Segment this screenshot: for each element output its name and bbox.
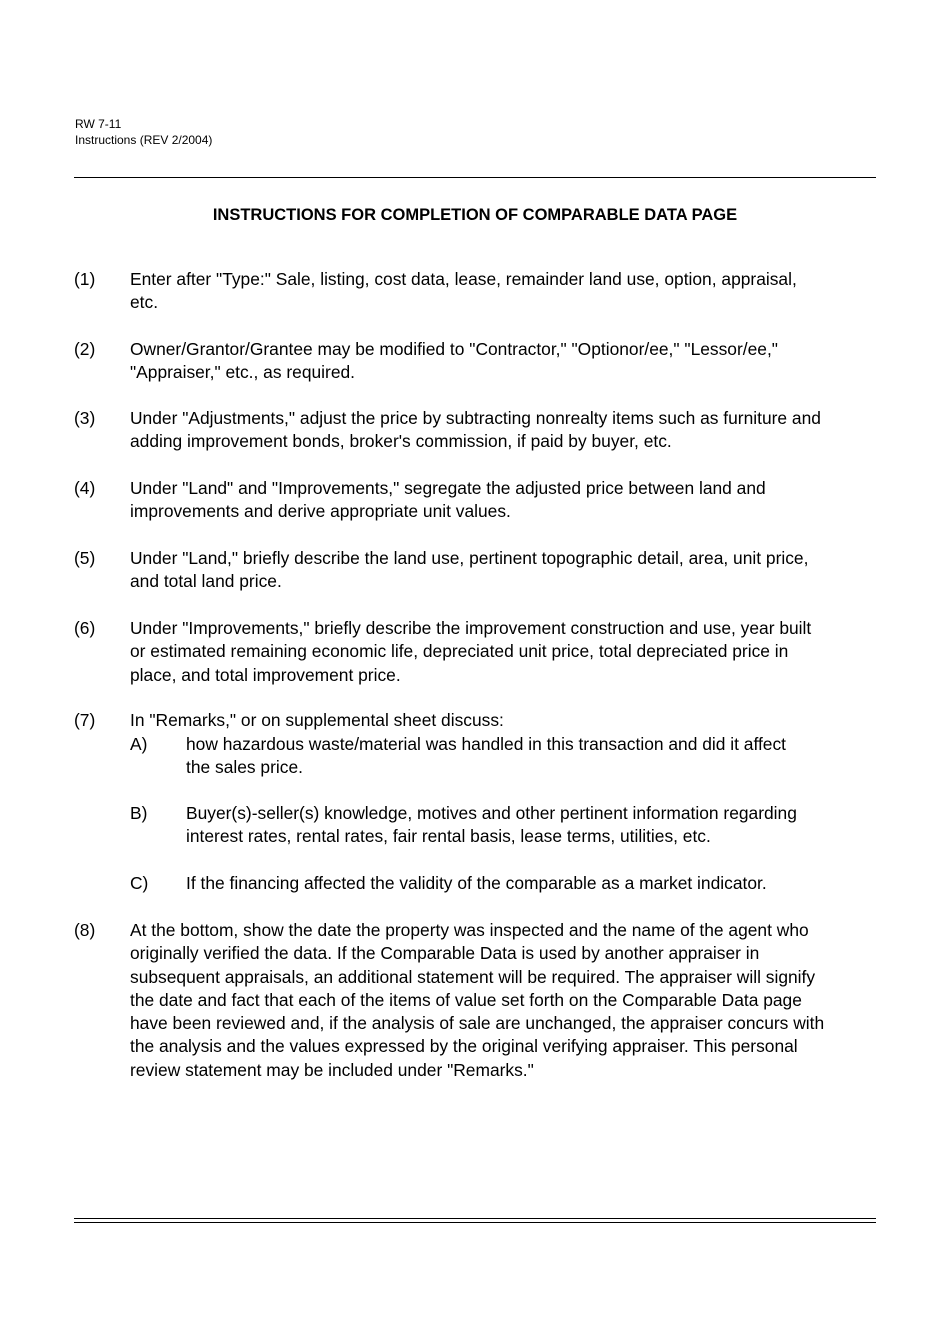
item-number: (7): [74, 710, 96, 730]
item-text: Under "Land" and "Improvements," segregate the adjusted price between land and improvements and derive appropriate unit values.: [130, 478, 766, 522]
item-number: (3): [74, 408, 96, 428]
item-text: Under "Improvements," briefly describe the improvement construction and use, year built or estimated remaining economic life, depreciated unit price, total depreciated price in place, and total improvement price.: [130, 618, 812, 685]
bottom-divider: [74, 1218, 876, 1223]
item-text: In "Remarks," or on supplemental sheet discuss:: [130, 710, 504, 730]
sub-item-c: [130, 872, 890, 895]
item-text: Under "Land," briefly describe the land use, pertinent topographic detail, area, unit price, and total land price.: [130, 548, 809, 592]
instruction-item-5: [74, 547, 884, 594]
item-number: (6): [74, 618, 96, 638]
sub-item-a: [130, 733, 890, 780]
item-number: (1): [74, 269, 96, 289]
instruction-item-8: [74, 919, 884, 1082]
sub-item-text: If the financing affected the validity of the comparable as a market indicator.: [186, 873, 767, 893]
sub-item-text: Buyer(s)-seller(s) knowledge, motives and other pertinent information regarding interest rates, rental rates, fair rental basis, lease terms, utilities, etc.: [186, 803, 797, 847]
form-header: [75, 116, 212, 148]
item-text: Owner/Grantor/Grantee may be modified to "Contractor," "Optionor/ee," "Lessor/ee," "Appraiser," etc., as required.: [130, 339, 778, 383]
instruction-item-3: [74, 407, 884, 454]
instruction-item-6: [74, 617, 884, 687]
top-divider: [74, 177, 876, 178]
form-number: RW 7-11: [75, 117, 122, 131]
instruction-item-7: [74, 709, 884, 732]
item-number: (5): [74, 548, 96, 568]
item-number: (8): [74, 920, 96, 940]
item-text: At the bottom, show the date the property was inspected and the name of the agent who originally verified the data. If the Comparable Data is used by another appraiser in subsequent appraisals, an additional statement will be required. The appraiser will signify the date and fact that each of the items of value set forth on the Comparable Data page have been reviewed and, if the analysis of sale are unchanged, the appraiser concurs with the analysis and the values expressed by the original verifying appraiser. This personal review statement may be included under "Remarks.": [130, 920, 825, 1080]
instruction-item-4: [74, 477, 884, 524]
page-title: INSTRUCTIONS FOR COMPLETION OF COMPARABLE DATA PAGE: [212, 206, 738, 224]
instruction-item-1: [74, 268, 884, 315]
sub-item-text: how hazardous waste/material was handled in this transaction and did it affect the sales price.: [186, 734, 787, 778]
item-number: (4): [74, 478, 96, 498]
sub-item-letter: A): [130, 734, 148, 754]
item-number: (2): [74, 339, 96, 359]
form-revision: Instructions (REV 2/2004): [75, 133, 213, 147]
instruction-item-2: [74, 338, 884, 385]
item-text: Under "Adjustments," adjust the price by subtracting nonrealty items such as furniture and adding improvement bonds, broker's commission, if paid by buyer, etc.: [130, 408, 821, 452]
item-text: Enter after "Type:" Sale, listing, cost data, lease, remainder land use, option, appraisal, etc.: [130, 269, 797, 313]
sub-item-letter: C): [130, 873, 149, 893]
sub-item-b: [130, 802, 890, 849]
sub-item-letter: B): [130, 803, 148, 823]
